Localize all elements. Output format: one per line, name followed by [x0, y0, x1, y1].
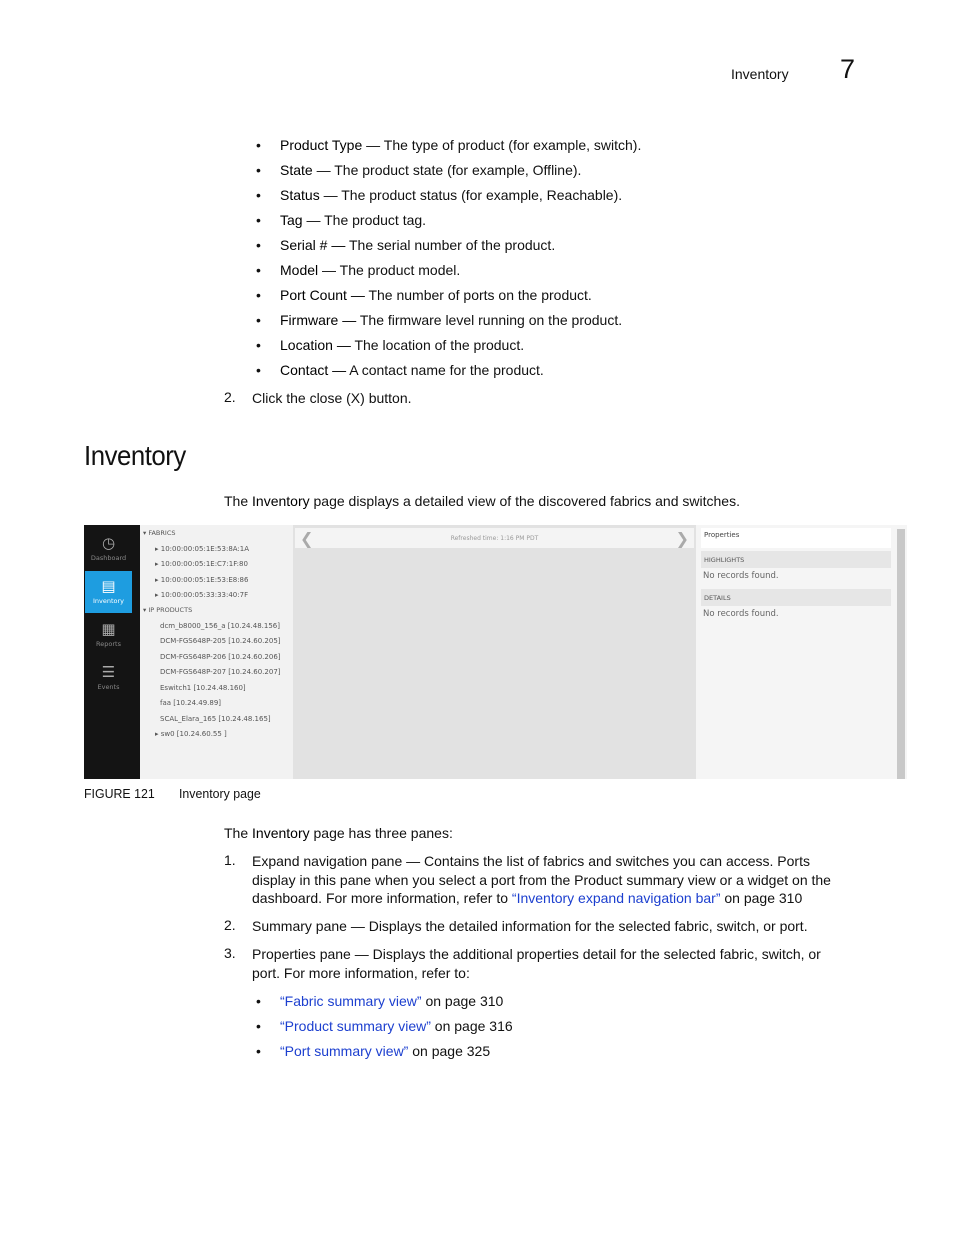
tree-item-fabric[interactable]: ▸ 10:00:00:05:1E:53:8A:1A [155, 545, 250, 553]
tree-item-ip-product[interactable]: SCAL_Elara_165 [10.24.48.165] [160, 715, 271, 723]
scrollbar[interactable] [897, 529, 905, 779]
nav-dashboard[interactable]: ◷ Dashboard [85, 528, 132, 570]
figure-label: FIGURE 121 [84, 786, 155, 801]
next-arrow-icon[interactable]: ❯ [675, 529, 689, 548]
highlights-header[interactable]: HIGHLIGHTS [701, 551, 891, 568]
properties-pane [696, 525, 907, 779]
tree-item-ip-product[interactable]: DCM-FGS648P-205 [10.24.60.205] [160, 637, 281, 645]
step-number: 1. [224, 852, 236, 868]
fabric-summary-link[interactable]: “Fabric summary view” [280, 993, 422, 1009]
no-records-text: No records found. [703, 571, 779, 581]
inventory-screenshot-figure [84, 525, 907, 779]
refreshed-time: Refreshed time: 1:16 PM PDT [450, 535, 539, 542]
details-header[interactable]: DETAILS [701, 589, 891, 606]
events-icon: ☰ [101, 663, 116, 681]
tree-item-fabric[interactable]: ▸ 10:00:00:05:33:33:40:7F [155, 591, 249, 599]
inventory-icon: ▤ [101, 577, 116, 595]
pane-description: Properties pane — Displays the additional properties detail for the selected fabric, switch, or port. For more information, refer to: [252, 946, 821, 981]
figure-caption: Inventory page [179, 786, 261, 801]
tree-item-ip-product[interactable]: DCM-FGS648P-206 [10.24.60.206] [160, 653, 281, 661]
section-title: Inventory [84, 440, 186, 471]
chapter-number: 7 [840, 54, 856, 84]
pane-description: Expand navigation pane — Contains the list of fabrics and switches you can access. Ports display in this pane when you select a port from the Product summary view or a widget on the dashboard. For more information, refer to “Inventory expand navigation bar” on page 310 [252, 853, 831, 906]
tree-item-ip-product[interactable]: Eswitch1 [10.24.48.160] [160, 684, 246, 692]
step-number: 2. [224, 389, 236, 405]
tree-item-ip-product[interactable]: ▸ sw0 [10.24.60.55 ] [155, 730, 227, 738]
panes-intro: The Inventory page has three panes: [224, 825, 453, 841]
step-number: 2. [224, 917, 236, 933]
properties-title: Properties [701, 528, 891, 548]
product-summary-link[interactable]: “Product summary view” [280, 1018, 431, 1034]
step-number: 3. [224, 945, 236, 961]
tree-group-ip-products[interactable]: ▾ IP PRODUCTS [143, 606, 193, 614]
summary-pane [293, 525, 696, 779]
summary-toolbar [295, 528, 694, 548]
tree-item-fabric[interactable]: ▸ 10:00:00:05:1E:53:E8:86 [155, 576, 249, 584]
tree-item-ip-product[interactable]: dcm_b8000_156_a [10.24.48.156] [160, 622, 280, 630]
running-header-title: Inventory [731, 66, 789, 82]
expand-navigation-pane [140, 525, 293, 779]
nav-inventory[interactable]: ▤ Inventory [85, 571, 132, 613]
step-text: Click the close (X) button. [252, 390, 412, 406]
nav-reports[interactable]: ▦ Reports [85, 614, 132, 656]
tree-group-fabrics[interactable]: ▾ FABRICS [143, 529, 176, 537]
pane-description: Summary pane — Displays the detailed information for the selected fabric, switch, or port. [252, 918, 808, 934]
nav-events[interactable]: ☰ Events [85, 657, 132, 699]
dashboard-icon: ◷ [101, 534, 116, 552]
intro-paragraph: The Inventory page displays a detailed view of the discovered fabrics and switches. [224, 493, 740, 509]
tree-item-fabric[interactable]: ▸ 10:00:00:05:1E:C7:1F:80 [155, 560, 248, 568]
tree-item-ip-product[interactable]: faa [10.24.49.89] [160, 699, 222, 707]
port-summary-link[interactable]: “Port summary view” [280, 1043, 409, 1059]
previous-arrow-icon[interactable]: ❮ [300, 529, 314, 548]
reports-icon: ▦ [101, 620, 116, 638]
tree-item-ip-product[interactable]: DCM-FGS648P-207 [10.24.60.207] [160, 668, 281, 676]
no-records-text: No records found. [703, 609, 779, 619]
sidebar [84, 525, 140, 779]
inventory-expand-nav-link[interactable]: “Inventory expand navigation bar” [511, 890, 721, 906]
